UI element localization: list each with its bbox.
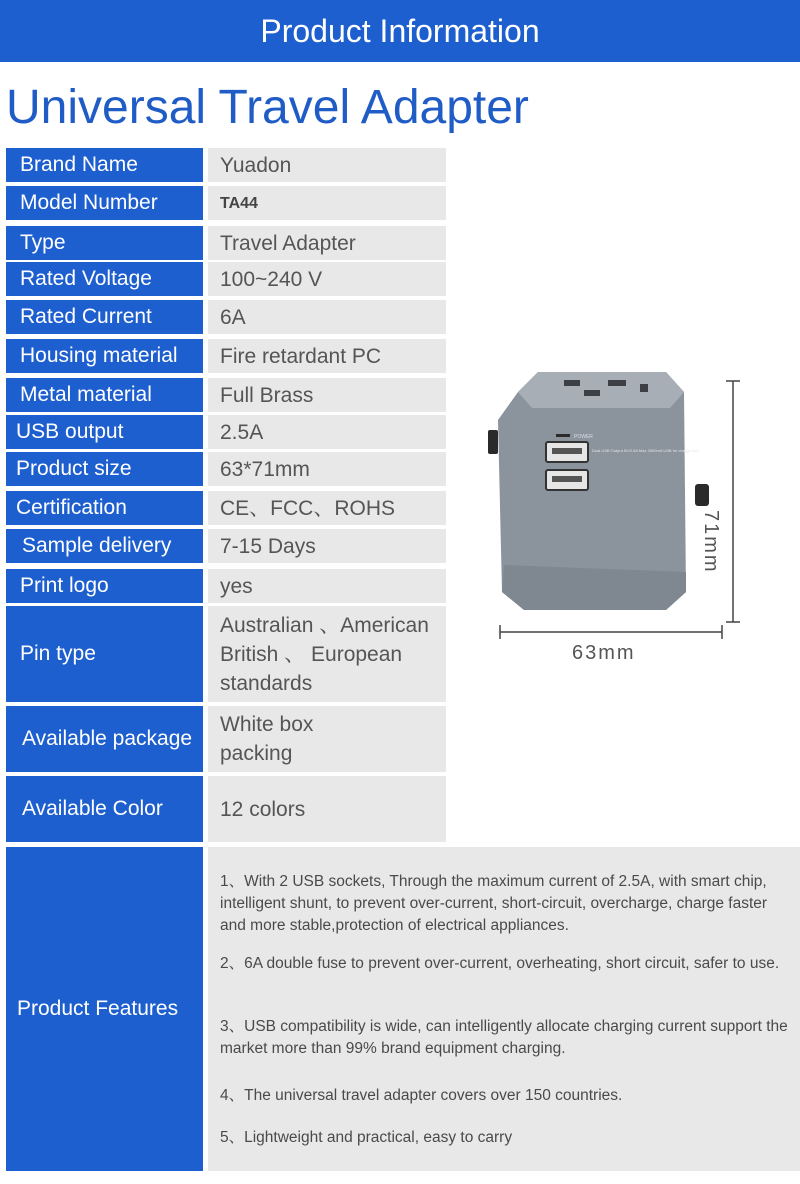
height-dimension-label: 71mm — [700, 510, 722, 574]
section-banner: Product Information — [0, 0, 800, 62]
spec-row-voltage — [6, 262, 446, 296]
spec-value: White box packing — [208, 706, 446, 772]
spec-label: Model Number — [6, 186, 203, 220]
spec-value: Fire retardant PC — [208, 339, 446, 373]
product-image — [480, 360, 800, 664]
features-list — [208, 847, 800, 1171]
spec-label: Rated Voltage — [6, 262, 203, 296]
spec-row-pin-type — [6, 606, 446, 702]
spec-label: Product size — [6, 452, 203, 486]
spec-row-type — [6, 226, 446, 260]
spec-value: Travel Adapter — [208, 226, 446, 260]
spec-value: Australian 、American British 、 European standards — [208, 606, 446, 702]
spec-row-certification — [6, 491, 446, 525]
spec-label: Available package — [6, 706, 203, 772]
page-title: Universal Travel Adapter — [6, 81, 529, 134]
feature-item: 3、USB compatibility is wide, can intelligently allocate charging current support the market more than 99% brand equipment charging. — [220, 1018, 788, 1057]
spec-value: Yuadon — [208, 148, 446, 182]
spec-label: Type — [6, 226, 203, 260]
spec-value: 100~240 V — [208, 262, 446, 296]
spec-label: Sample delivery — [6, 529, 203, 563]
spec-value: 12 colors — [208, 776, 446, 842]
spec-label: Rated Current — [6, 300, 203, 334]
spec-label: Certification — [6, 491, 203, 525]
spec-label: Housing material — [6, 339, 203, 373]
spec-label: Pin type — [6, 606, 203, 702]
spec-value: yes — [208, 569, 446, 603]
spec-label: Available Color — [6, 776, 203, 842]
spec-label: Metal material — [6, 378, 203, 412]
product-features-section — [6, 847, 800, 1171]
travel-adapter-illustration — [480, 360, 800, 660]
spec-row-housing — [6, 339, 446, 373]
spec-row-color — [6, 776, 446, 842]
spec-row-size — [6, 452, 446, 486]
spec-row-usb — [6, 415, 446, 449]
spec-row-brand — [6, 148, 446, 182]
spec-label: USB output — [6, 415, 203, 449]
feature-item: 5、Lightweight and practical, easy to carry — [220, 1129, 513, 1146]
spec-value: TA44 — [208, 186, 446, 220]
spec-row-package — [6, 706, 446, 772]
spec-row-current — [6, 300, 446, 334]
spec-row-logo — [6, 569, 446, 603]
spec-value: 7-15 Days — [208, 529, 446, 563]
feature-item: 2、6A double fuse to prevent over-current, overheating, short circuit, safer to use. — [220, 955, 780, 972]
feature-item: 1、With 2 USB sockets, Through the maximum current of 2.5A, with smart chip, intelligent shunt, to prevent over-current, short-circuit, overcharge, charge faster and more stable,protection of electrical appliances. — [220, 873, 768, 934]
usb-spec-label: Dual USB Output 5V/2.5A Max 2500mA USB for charge only — [592, 448, 700, 453]
power-label: POWER — [574, 434, 593, 440]
spec-label: Print logo — [6, 569, 203, 603]
spec-value: 2.5A — [208, 415, 446, 449]
spec-value: CE、FCC、ROHS — [208, 491, 446, 525]
spec-value: 63*71mm — [208, 452, 446, 486]
spec-row-model — [6, 186, 446, 220]
feature-item: 4、The universal travel adapter covers over 150 countries. — [220, 1087, 623, 1104]
spec-value: Full Brass — [208, 378, 446, 412]
features-label: Product Features — [6, 847, 203, 1171]
spec-row-sample — [6, 529, 446, 563]
spec-label: Brand Name — [6, 148, 203, 182]
spec-row-metal — [6, 378, 446, 412]
width-dimension-label: 63mm — [572, 642, 636, 664]
spec-value: 6A — [208, 300, 446, 334]
